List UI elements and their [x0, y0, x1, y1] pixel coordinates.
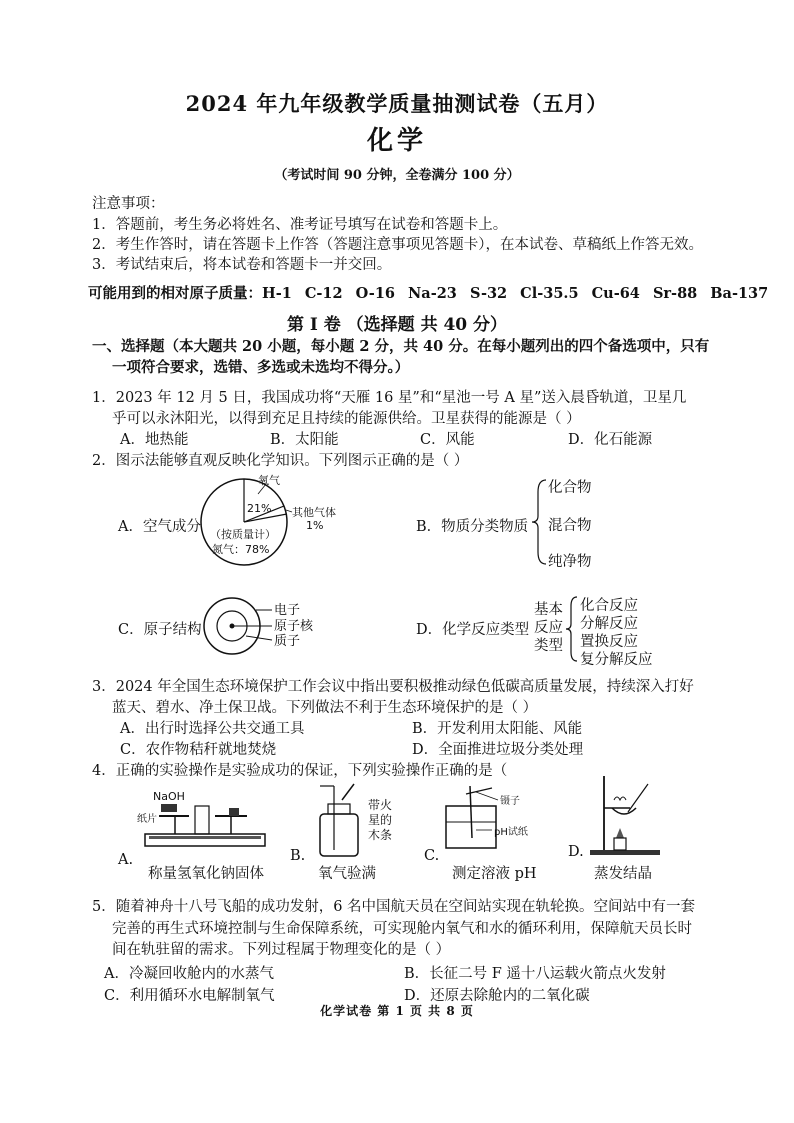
q1-option-c: C．风能 [420, 432, 475, 448]
pie-oxygen-label: 氧气 [258, 474, 280, 487]
tweezer-label: 镊子 [500, 796, 520, 807]
q3-line2: 蓝天、碧水、净土保卫战。下列做法不利于生态环境保护的是（ ） [112, 700, 538, 716]
q2-c-label: C．原子结构 [118, 622, 202, 638]
atom-proton-label: 质子 [274, 634, 301, 649]
q2-a-label: A．空气成分 [118, 519, 201, 535]
q3-option-a: A．出行时选择公共交通工具 [120, 721, 305, 737]
q2-b-item-1: 化合物 [548, 480, 592, 496]
subject-title: 化学 [366, 126, 427, 156]
q5-option-b: B．长征二号 F 遥十八运载火箭点火发射 [404, 966, 666, 982]
q5-option-a: A．冷凝回收舱内的水蒸气 [104, 966, 274, 982]
q2-d-mid-1: 基本 [534, 602, 563, 618]
q2-d-brace [564, 594, 580, 664]
q4-a-letter: A. [118, 852, 134, 868]
evaporation-illustration [584, 772, 674, 858]
q2-d-mid-3: 类型 [534, 638, 563, 654]
page-footer: 化学试卷 第 1 页 共 8 页 [320, 1004, 474, 1018]
q2-b-item-3: 纯净物 [548, 554, 592, 570]
notice-heading: 注意事项： [92, 196, 165, 212]
notice-item-1: 1．答题前，考生务必将姓名、准考证号填写在试卷和答题卡上。 [92, 217, 508, 233]
gas-bottle-illustration [312, 780, 422, 860]
notice-item-2: 2．考生作答时，请在答题卡上作答（答题注意事项见答题卡），在本试卷、草稿纸上作答无效。 [92, 237, 703, 253]
exam-info: （考试时间 90 分钟，全卷满分 100 分） [274, 168, 520, 183]
section-intro-2: 一项符合要求，选错、多选或未选均不得分。） [112, 359, 410, 376]
q4-d-letter: D. [568, 844, 584, 860]
q2-b-brace [530, 476, 550, 568]
q2-b-item-2: 混合物 [548, 518, 592, 534]
q2-d-item-4: 复分解反应 [580, 652, 653, 668]
q2-stem: 2．图示法能够直观反映化学知识。下列图示正确的是（ ） [92, 453, 469, 469]
q3-option-c: C．农作物秸秆就地焚烧 [120, 742, 277, 758]
q2-d-label: D．化学反应类型 [416, 622, 530, 638]
pie-other-label: 其他气体 [292, 506, 336, 519]
air-composition-pie [200, 472, 350, 572]
q5-option-d: D．还原去除舱内的二氧化碳 [404, 988, 590, 1004]
q1-option-b: B．太阳能 [270, 432, 339, 448]
q1-option-a: A．地热能 [120, 432, 189, 448]
atom-structure-diagram [200, 596, 340, 656]
q3-line1: 3．2024 年全国生态环境保护工作会议中指出要积极推动绿色低碳高质量发展，持续深入打好 [92, 679, 694, 695]
paper-label: 纸片 [137, 814, 157, 825]
ph-test-illustration [442, 780, 542, 852]
q4-stem: 4．正确的实验操作是实验成功的保证，下列实验操作正确的是（ [92, 763, 508, 779]
q4-b-letter: B. [290, 848, 306, 864]
q3-option-d: D．全面推进垃圾分类处理 [412, 742, 584, 758]
atom-nucleus-label: 原子核 [274, 619, 314, 634]
q2-d-mid-2: 反应 [534, 620, 563, 636]
pie-note: （按质量计） [210, 528, 276, 541]
q1-line1: 1．2023 年 12 月 5 日，我国成功将“天雁 16 星”和“星池一号 A 星”送入晨昏轨道，卫星几 [92, 390, 687, 406]
q5-line1: 5．随着神舟十八号飞船的成功发射，6 名中国航天员在空间站实现在轨轮换。空间站中有一套 [92, 899, 696, 915]
q5-line2: 完善的再生式环境控制与生命保障系统，可实现舱内氧气和水的循环利用，保障航天员长时 [112, 921, 692, 937]
q1-option-d: D．化石能源 [568, 432, 653, 448]
glowing-splint-label: 带火星的木条 [368, 798, 393, 842]
q4-d-caption: 蒸发结晶 [594, 866, 652, 882]
q4-c-letter: C. [424, 848, 440, 864]
balance-illustration [115, 786, 275, 856]
section-intro-1: 一、选择题（本大题共 20 小题，每小题 2 分，共 40 分。在每小题列出的四个备选项中，只有 [92, 338, 710, 355]
q5-line3: 间在轨驻留的需求。下列过程属于物理变化的是（ ） [112, 942, 451, 958]
q2-b-label: B．物质分类物质 [416, 519, 529, 535]
q5-option-c: C．利用循环水电解制氧气 [104, 988, 275, 1004]
exam-title: 2024 年九年级教学质量抽测试卷（五月） [185, 91, 609, 116]
atomic-masses: 可能用到的相对原子质量：H-1 C-12 O-16 Na-23 S-32 Cl-35.5 Cu-64 Sr-88 Ba-137 [88, 285, 769, 302]
q2-d-item-2: 分解反应 [580, 616, 638, 632]
atom-electron-label: 电子 [274, 603, 301, 618]
ph-paper-label: pH试纸 [494, 827, 528, 838]
naoh-label: NaOH [153, 790, 185, 803]
pie-oxygen-pct: 21% [247, 502, 272, 515]
q1-line2: 乎可以永沐阳光，以得到充足且持续的能源供给。卫星获得的能源是（ ） [112, 411, 581, 427]
pie-other-pct: 1% [306, 519, 324, 532]
q3-option-b: B．开发利用太阳能、风能 [412, 721, 583, 737]
q4-c-caption: 测定溶液 pH [452, 866, 537, 882]
notice-item-3: 3．考试结束后，将本试卷和答题卡一并交回。 [92, 257, 392, 273]
q2-d-item-1: 化合反应 [580, 598, 638, 614]
section-title: 第 I 卷 （选择题 共 40 分） [286, 315, 508, 335]
q2-d-item-3: 置换反应 [580, 634, 638, 650]
pie-nitrogen: 氮气：78% [212, 543, 270, 556]
q4-a-caption: 称量氢氧化钠固体 [148, 866, 264, 882]
q4-b-caption: 氧气验满 [318, 866, 376, 882]
